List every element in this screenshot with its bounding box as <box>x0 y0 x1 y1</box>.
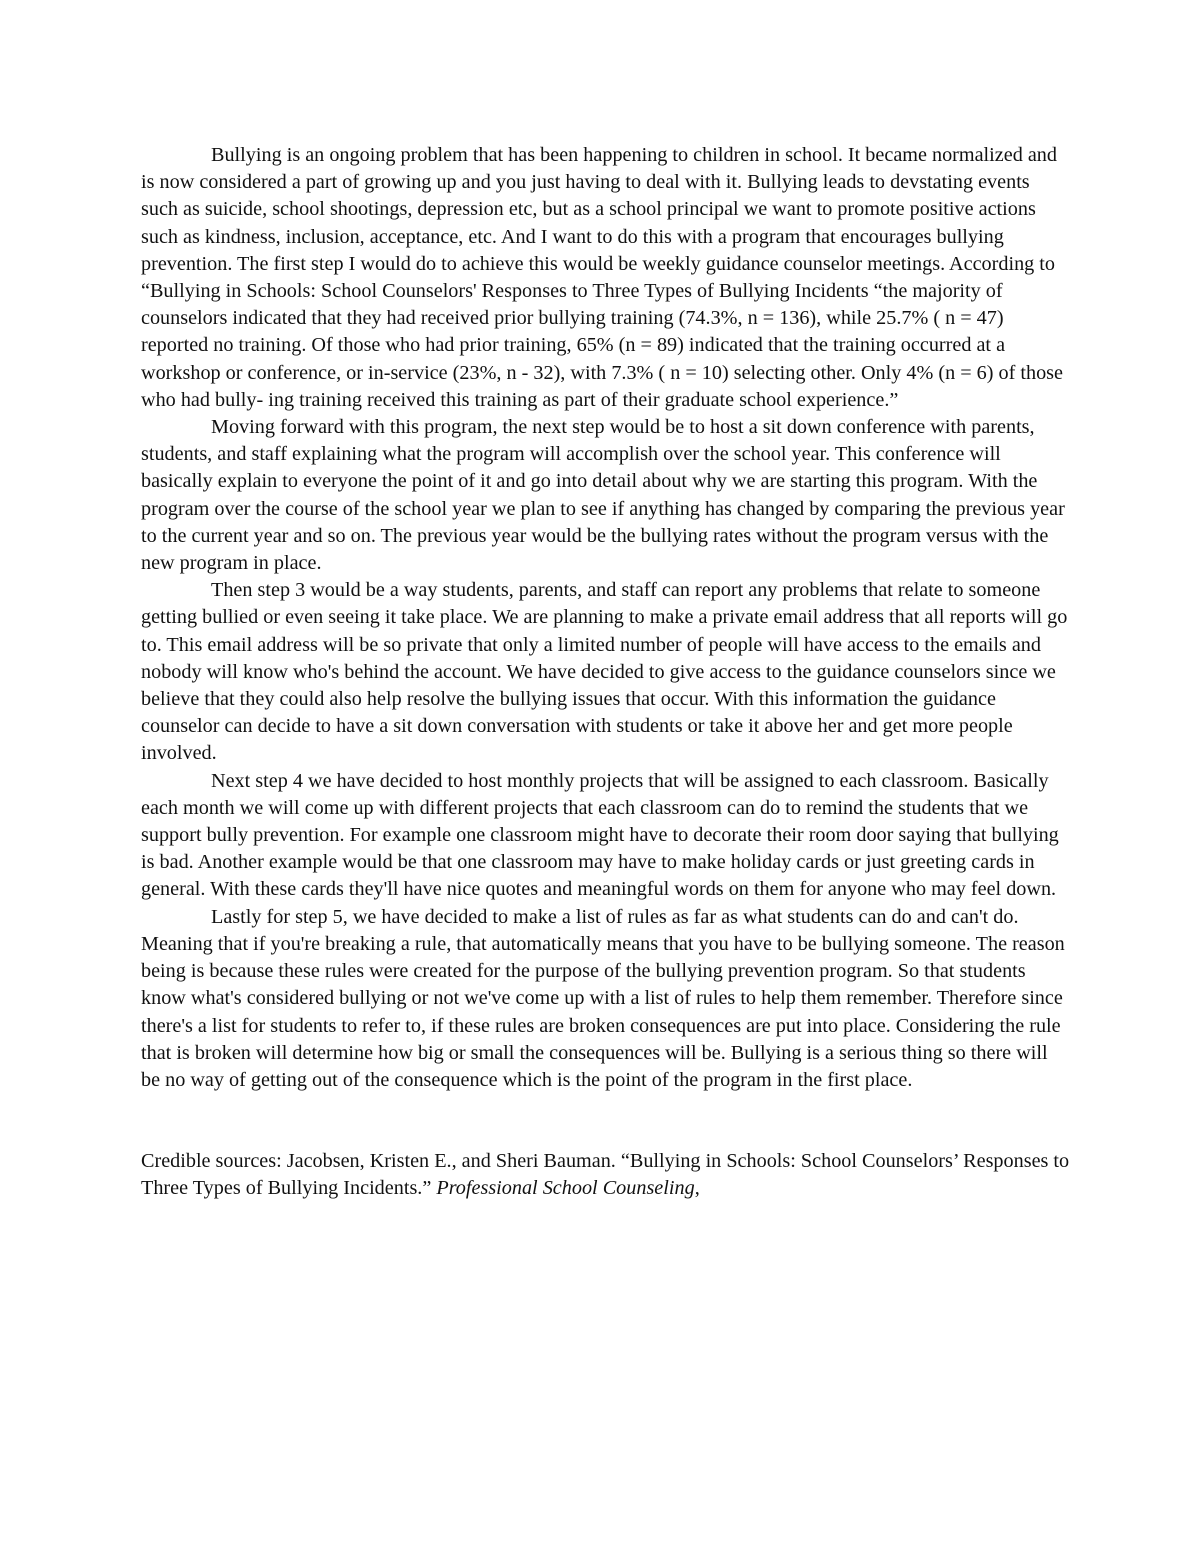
citation-trailing: , <box>694 1177 700 1200</box>
citation-text: Credible sources: Jacobsen, Kristen E., and Sheri Bauman. “Bullying in Schools: School Counselors’ Responses to Three Types of Bullying Incidents.” <box>141 1150 1070 1200</box>
paragraph-step-3: Then step 3 would be a way students, parents, and staff can report any problems that relate to someone getting bullied or even seeing it take place. We are planning to make a private email address that all reports will go to. This email address will be so private that only a limited number of people will have access to the emails and nobody will know who's behind the account. We have decided to give access to the guidance counselors since we believe that they could also help resolve the bullying issues that occur. With this information the guidance counselor can decide to have a sit down conversation with students or take it above her and get more people involved. <box>141 579 1068 765</box>
document-body <box>141 142 1071 1203</box>
sources-citation <box>141 1148 1071 1202</box>
paragraph-intro: Bullying is an ongoing problem that has been happening to children in school. It became normalized and is now considered a part of growing up and you just having to deal with it. Bullying leads to devstating events such as suicide, school shootings, depression etc, but as a school principal we want to promote positive actions such as kindness, inclusion, acceptance, etc. And I want to do this with a program that encourages bullying prevention. The first step I would do to achieve this would be weekly guidance counselor meetings. According to “Bullying in Schools: School Counselors' Responses to Three Types of Bullying Incidents “the majority of counselors indicated that they had received prior bullying training (74.3%, n = 136), while 25.7% ( n = 47) reported no training. Of those who had prior training, 65% (n = 89) indicated that the training occurred at a workshop or conference, or in-service (23%, n - 32), with 7.3% ( n = 10) selecting other. Only 4% (n = 6) of those who had bully- ing training received this training as part of their graduate school experience.” <box>141 144 1063 411</box>
paragraph-step-5: Lastly for step 5, we have decided to make a list of rules as far as what students can do and can't do. Meaning that if you're breaking a rule, that automatically means that you have to be bullying someone. The reason being is because these rules were created for the purpose of the bullying prevention program. So that students know what's considered bullying or not we've come up with a list of rules to help them remember. Therefore since there's a list for students to refer to, if these rules are broken consequences are put into place. Considering the rule that is broken will determine how big or small the consequences will be. Bullying is a serious thing so there will be no way of getting out of the consequence which is the point of the program in the first place. <box>141 905 1065 1091</box>
paragraph-step-4: Next step 4 we have decided to host monthly projects that will be assigned to each classroom. Basically each month we will come up with different projects that each classroom can do to remind the students that we support bully prevention. For example one classroom might have to decorate their room door saying that bullying is bad. Another example would be that one classroom may have to make holiday cards or just greeting cards in general. With these cards they'll have nice quotes and meaningful words on them for anyone who may feel down. <box>141 769 1059 901</box>
journal-title: Professional School Counseling <box>436 1177 695 1200</box>
paragraph-step-2: Moving forward with this program, the next step would be to host a sit down conference with parents, students, and staff explaining what the program will accomplish over the school year. This conference will basically explain to everyone the point of it and go into detail about why we are starting this program. With the program over the course of the school year we plan to see if anything has changed by comparing the previous year to the current year and so on. The previous year would be the bullying rates without the program versus with the new program in place. <box>141 416 1065 575</box>
